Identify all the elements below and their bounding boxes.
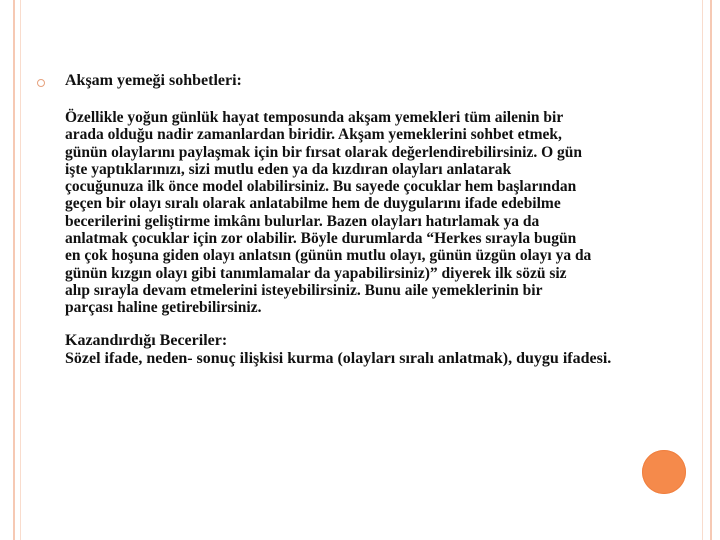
paragraph-line: çocuğunuza ilk önce model olabilirsiniz. Bu sayede çocuklar hem başlarından [65, 178, 577, 196]
paragraph-line: parçası haline getirebilirsiniz. [65, 299, 262, 317]
paragraph-line: en çok hoşuna giden olayı anlatsın (günün mutlu olayı, günün üzgün olayı ya da [65, 247, 592, 265]
paragraph-line: anlatmak çocuklar için zor olabilir. Böyle durumlarda “Herkes sırayla bugün [65, 230, 577, 248]
paragraph-line: geçen bir olayı sıralı olarak anlatabilme hem de duygularını ifade edebilme [65, 195, 561, 213]
skills-section [65, 332, 690, 368]
paragraph-line: becerilerini geliştirme imkânı bulurlar. Bazen olayları hatırlamak ya da [65, 212, 540, 230]
skills-label: Kazandırdığı Beceriler: [65, 332, 228, 349]
paragraph-line: günün olaylarını paylaşmak için bir fırsat olarak değerlendirebilirsiniz. O gün [65, 143, 583, 161]
skills-text: Sözel ifade, neden- sonuç ilişkisi kurma (olayları sıralı anlatmak), duygu ifadesi. [65, 350, 612, 367]
slide-heading: Akşam yemeği sohbetleri: [65, 72, 242, 89]
body-paragraph [65, 109, 687, 317]
decorative-circle [642, 450, 686, 494]
paragraph-line: alıp sırayla devam etmelerini isteyebilirsiniz. Bunu aile yemeklerinin bir [65, 281, 543, 299]
paragraph-line: Özellikle yoğun günlük hayat temposunda akşam yemekleri tüm ailenin bir [65, 109, 564, 126]
paragraph-line: günün kızgın olayı gibi tanımlamalar da yapabilirsiniz)” diyerek ilk sözü siz [65, 264, 567, 282]
bullet-circle-icon [37, 79, 45, 87]
paragraph-line: arada olduğu nadir zamanlardan biridir. Akşam yemeklerini sohbet etmek, [65, 126, 562, 144]
paragraph-line: işte yaptıklarınızı, sizi mutlu eden ya da kızdıran olayları anlatarak [65, 160, 512, 178]
